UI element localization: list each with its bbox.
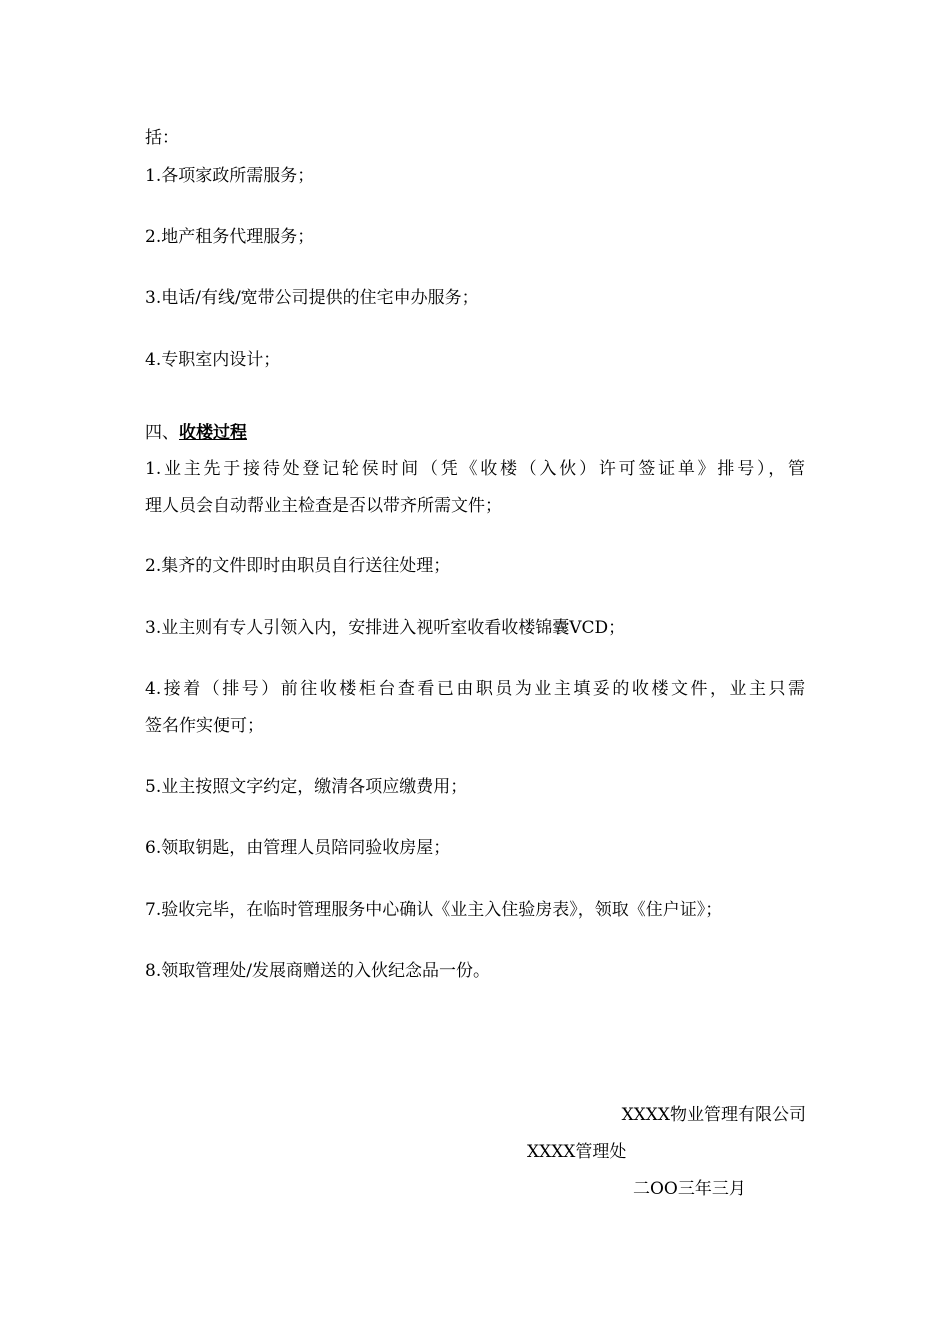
step-1-line-2: 理人员会自动帮业主检查是否以带齐所需文件； xyxy=(145,496,502,516)
step-5: 5.业主按照文字约定，缴清各项应缴费用； xyxy=(145,777,468,797)
service-item-2: 2.地产租务代理服务； xyxy=(145,227,315,247)
step-1-line-1: 1.业主先于接待处登记轮侯时间（凭《收楼（入伙）许可签证单》排号），管 xyxy=(145,459,805,479)
step-8: 8.领取管理处/发展商赠送的入伙纪念品一份。 xyxy=(145,961,490,981)
step-4-line-1: 4.接着（排号）前往收楼柜台查看已由职员为业主填妥的收楼文件，业主只需 xyxy=(145,679,805,699)
section-title: 收楼过程 xyxy=(179,423,247,443)
section-heading xyxy=(145,422,247,444)
service-item-4: 4.专职室内设计； xyxy=(145,350,281,370)
step-4-line-2: 签名作实便可； xyxy=(145,716,264,736)
section-number: 四、 xyxy=(145,423,179,443)
step-2: 2.集齐的文件即时由职员自行送往处理； xyxy=(145,556,451,576)
intro-tail: 括： xyxy=(145,128,179,148)
service-item-3: 3.电话/有线/宽带公司提供的住宅申办服务； xyxy=(145,288,479,308)
step-7: 7.验收完毕，在临时管理服务中心确认《业主入住验房表》，领取《住户证》； xyxy=(145,900,723,920)
signature-company: XXXX物业管理有限公司 xyxy=(621,1105,806,1125)
signature-office: XXXX管理处 xyxy=(527,1142,627,1162)
signature-date: 二OO三年三月 xyxy=(633,1179,746,1199)
step-6: 6.领取钥匙，由管理人员陪同验收房屋； xyxy=(145,838,451,858)
step-3: 3.业主则有专人引领入内，安排进入视听室收看收楼锦囊VCD； xyxy=(145,618,626,638)
service-item-1: 1.各项家政所需服务； xyxy=(145,166,315,186)
